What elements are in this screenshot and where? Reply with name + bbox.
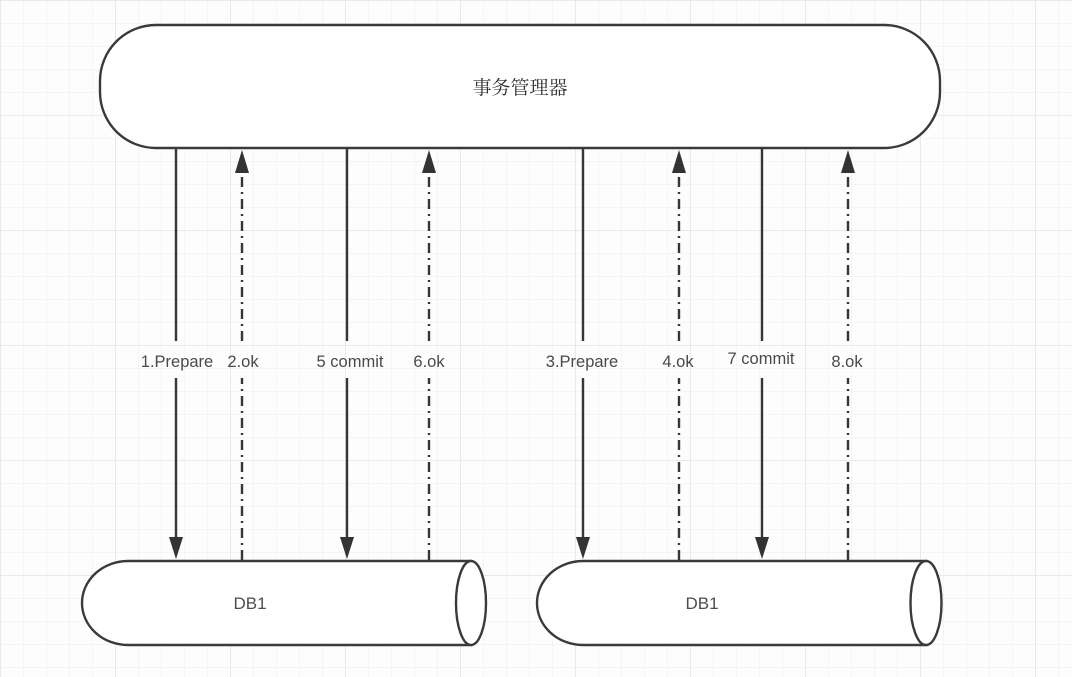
- arrowhead-down-icon: [576, 537, 590, 559]
- db-right-end-cap: [911, 561, 942, 645]
- arrowhead-up-icon: [672, 150, 686, 173]
- message-label-6-ok: 6.ok: [413, 353, 445, 371]
- message-label-5-commit: 5 commit: [316, 353, 384, 371]
- db-left-end-cap: [456, 561, 486, 645]
- message-label-7-commit: 7 commit: [727, 350, 795, 368]
- db-right-label: DB1: [685, 594, 719, 613]
- arrowhead-down-icon: [755, 537, 769, 559]
- arrowhead-down-icon: [340, 537, 354, 559]
- arrowhead-down-icon: [169, 537, 183, 559]
- db-left-node: [82, 561, 486, 645]
- arrowhead-up-icon: [841, 150, 855, 173]
- db-left-body: [82, 561, 471, 645]
- arrowhead-up-icon: [235, 150, 249, 173]
- transaction-manager-node: [100, 25, 940, 148]
- arrowhead-up-icon: [422, 150, 436, 173]
- transaction-manager-label: 事务管理器: [472, 77, 568, 99]
- message-label-4-ok: 4.ok: [662, 353, 694, 371]
- db-left-label: DB1: [233, 594, 267, 613]
- db-right-node: [537, 561, 942, 645]
- message-label-8-ok: 8.ok: [831, 353, 863, 371]
- message-label-1-prepare: 1.Prepare: [140, 353, 214, 371]
- message-label-3-prepare: 3.Prepare: [545, 353, 619, 371]
- message-label-2-ok: 2.ok: [227, 353, 259, 371]
- db-right-body: [537, 561, 926, 645]
